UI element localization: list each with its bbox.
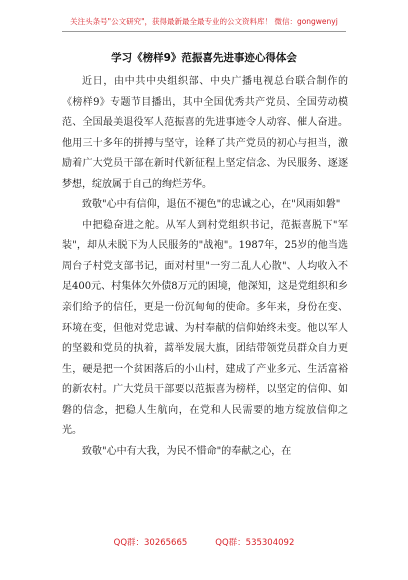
footer-contact [0, 536, 408, 548]
document-body [62, 72, 348, 462]
header-promo-note: 关注头条号"公文研究"，获得最新最全最专业的公文资料库！ 微信：gongwenyj [70, 17, 338, 26]
footer-qq-group-1: QQ群：30265665 [113, 538, 188, 548]
paragraph-2: 致敬"心中有信仰，退伍不褪色"的忠诚之心，在"风雨如磐" [82, 199, 341, 211]
header-divider [62, 31, 346, 32]
document-title: 学习《榜样9》范振喜先进事迹心得体会 [111, 52, 297, 64]
paragraph-3: 中把稳奋进之舵。从军人到村党组织书记，范振喜脱下"军装"，却从未脱下为人民服务的"战袍"。1987年，25岁的他当选周台子村党支部书记，面对村里"一穷二乱人心散"、人均收入不足400元、村集体欠外债8万元的困境，他深知，这是党组织和乡亲们给予的信任，更是一份沉甸甸的使命。多年来，身份在变、环境在变，但他对党忠诚、为村奉献的信仰始终未变。他以军人的坚毅和党员的执着，蒿举发展大旗，团结带领党员群众自力更生，硬是把一个贫困落后的小山村，建成了产业多元、生活富裕的新农村。广大党员干部要以范振喜为榜样，以坚定的信仰、如磐的信念，把稳人生航向，在党和人民需要的地方绽放信仰之光。 [62, 219, 348, 437]
footer-qq-group-2: QQ群：535304092 [215, 538, 295, 548]
paragraph-4: 致敬"心中有大我，为民不惜命"的奉献之心，在 [82, 445, 292, 457]
paragraph-1: 近日，由中共中央组织部、中央广播电视总台联合制作的《榜样9》专题节目播出，其中全国优秀共产党员、全国劳动模范、全国最美退役军人范振喜的先进事迹令人动容、催人奋进。他用三十多年的拼搏与坚守，诠释了共产党员的初心与担当，激励着广大党员干部在新时代新征程上坚定信念、为民服务、逐逐梦想，绽放属于自己的绚烂芳华。 [62, 76, 348, 190]
